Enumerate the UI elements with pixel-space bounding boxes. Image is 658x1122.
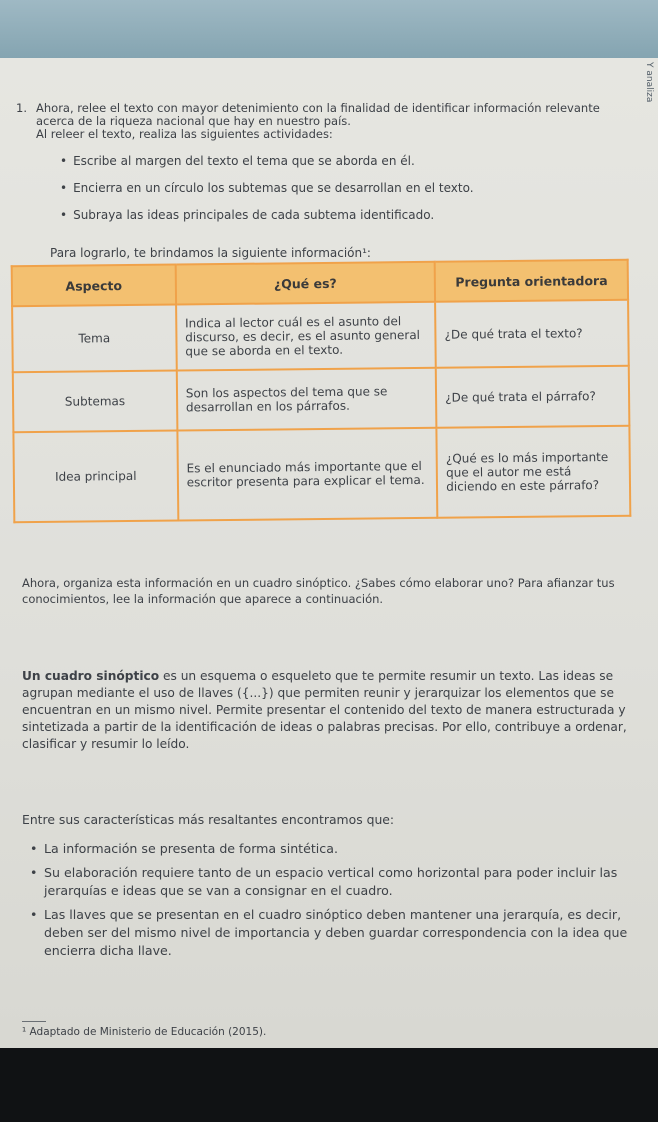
cell-pregunta: ¿Qué es lo más importante que el autor me está diciendo en este párrafo? [437,426,631,518]
footnote-divider [22,1021,46,1022]
activities-list [60,154,620,235]
feature-item: • Las llaves que se presentan en el cuadro sinóptico deben mantener una jerarquía, es decir, deben ser del mismo nivel de importancia y deben guardar correspondencia con la idea que encierra dicha llave. [30,906,650,960]
definition-text: es un esquema o esqueleto que te permite resumir un texto. Las ideas se agrupan mediante el uso de llaves ({...}) que permiten reunir y jerarquizar los elementos que se encuentran en un mismo nivel. Permite presentar el contenido del texto de manera estructurada y sintetizada a partir de la identificación de ideas o palabras precisas. Por ello, contribuye a ordenar, clasificar y resumir lo leído. [22,669,627,751]
cell-aspecto: Idea principal [13,431,178,523]
instruction-text: Ahora, relee el texto con mayor detenimiento con la finalidad de identificar información relevante acerca de la riqueza nacional que hay en nuestro país. [36,101,600,128]
cell-que-es: Son los aspectos del tema que se desarrollan en los párrafos. [177,368,437,431]
features-intro: Entre sus características más resaltantes encontramos que: [22,812,395,827]
cell-aspecto: Subtemas [13,371,177,433]
bottom-background [0,1048,658,1122]
cell-aspecto: Tema [12,305,176,373]
activity-item: • Encierra en un círculo los subtemas que se desarrollan en el texto. [60,181,620,195]
synoptic-prompt: Ahora, organiza esta información en un cuadro sinóptico. ¿Sabes cómo elaborar uno? Para afianzar tus conocimientos, lee la información que aparece a continuación. [22,576,615,606]
header-aspecto: Aspecto [12,265,176,307]
cell-pregunta: ¿De qué trata el párrafo? [436,366,629,428]
definition-paragraph [22,668,652,753]
header-que-es: ¿Qué es? [175,262,435,305]
activity-item: • Subraya las ideas principales de cada subtema identificado. [60,208,620,222]
instruction-subtext: Al releer el texto, realiza las siguientes actividades: [36,127,333,141]
table-row [13,366,630,432]
instruction-number: 1. [16,101,27,115]
worksheet-page [0,58,658,1048]
feature-item: • Su elaboración requiere tanto de un espacio vertical como horizontal para poder incluir las jerarquías e ideas que se van a consignar en el cuadro. [30,864,650,900]
cell-que-es: Es el enunciado más importante que el escritor presenta para explicar el tema. [177,428,437,521]
footnote: ¹ Adaptado de Ministerio de Educación (2015). [22,1026,267,1038]
header-pregunta: Pregunta orientadora [435,260,628,302]
info-table [11,259,632,523]
activity-item: • Escribe al margen del texto el tema que se aborda en él. [60,154,620,168]
cell-pregunta: ¿De qué trata el texto? [435,300,628,368]
table-header-row [12,260,628,306]
table-row [12,300,629,372]
instruction-intro [16,101,636,141]
table-intro: Para lograrlo, te brindamos la siguiente información¹: [50,246,371,260]
features-list [30,840,650,966]
definition-term: Un cuadro sinóptico [22,669,160,683]
cell-que-es: Indica al lector cuál es el asunto del discurso, es decir, es el asunto general que se aborda en el texto. [176,302,436,371]
feature-item: • La información se presenta de forma sintética. [30,840,650,858]
table-row [13,426,630,522]
margin-note: Y analiza [644,62,654,103]
